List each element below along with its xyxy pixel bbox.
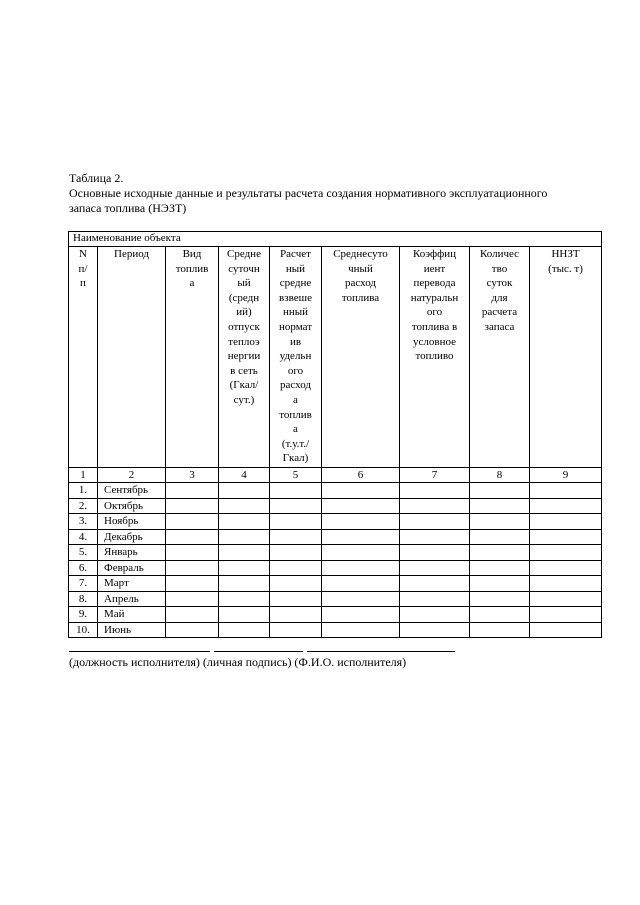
column-header-line: Вид	[182, 248, 202, 260]
empty-cell	[166, 560, 219, 576]
header-row	[69, 247, 602, 468]
position-line	[69, 651, 210, 652]
empty-cell	[219, 622, 270, 638]
row-period: Апрель	[98, 591, 166, 607]
column-header-line: п/	[78, 262, 88, 275]
column-header-line: ый	[237, 277, 251, 290]
empty-cell	[270, 483, 322, 499]
empty-cell	[530, 607, 602, 623]
empty-cell	[166, 591, 219, 607]
empty-cell	[400, 483, 470, 499]
row-number: 7.	[69, 576, 98, 592]
empty-cell	[219, 529, 270, 545]
empty-cell	[270, 560, 322, 576]
empty-cell	[400, 529, 470, 545]
column-header-line: N	[79, 248, 87, 260]
empty-cell	[400, 498, 470, 514]
empty-cell	[166, 576, 219, 592]
column-header-line: Коэффиц	[412, 248, 457, 260]
empty-cell	[322, 591, 400, 607]
column-header-line: топлива в	[411, 320, 458, 333]
empty-cell	[219, 483, 270, 499]
empty-cell	[530, 560, 602, 576]
column-number: 7	[400, 468, 470, 483]
column-header-line: расчета	[481, 306, 518, 319]
empty-cell	[322, 529, 400, 545]
empty-cell	[400, 576, 470, 592]
row-period: Октябрь	[98, 498, 166, 514]
empty-cell	[219, 560, 270, 576]
column-header-line: ого	[287, 364, 304, 377]
row-number: 9.	[69, 607, 98, 623]
column-number: 4	[219, 468, 270, 483]
empty-cell	[219, 576, 270, 592]
row-number: 5.	[69, 545, 98, 561]
row-period: Февраль	[98, 560, 166, 576]
row-period: Сентябрь	[98, 483, 166, 499]
column-header-line: Расчет	[280, 248, 311, 260]
empty-cell	[530, 622, 602, 638]
column-header-line: теплоэ	[228, 335, 260, 348]
empty-cell	[166, 529, 219, 545]
column-header-line: п	[80, 277, 86, 290]
table-row	[69, 591, 602, 607]
table-title-line-1: Основные исходные данные и результаты расчета создания нормативного эксплуатационного	[69, 186, 548, 200]
column-header-3	[166, 247, 219, 468]
empty-cell	[400, 622, 470, 638]
column-header-line: условное	[413, 335, 456, 348]
empty-cell	[470, 514, 530, 530]
column-header-5	[270, 247, 322, 468]
empty-cell	[530, 576, 602, 592]
column-header-line: ННЗТ	[551, 248, 580, 260]
empty-cell	[219, 591, 270, 607]
empty-cell	[322, 545, 400, 561]
empty-cell	[166, 483, 219, 499]
empty-cell	[400, 607, 470, 623]
column-header-line: в сеть	[230, 364, 258, 377]
empty-cell	[166, 514, 219, 530]
empty-cell	[270, 514, 322, 530]
empty-cell	[530, 483, 602, 499]
column-header-line: расход	[280, 379, 311, 392]
row-number: 1.	[69, 483, 98, 499]
table-row	[69, 576, 602, 592]
column-header-line: чный	[348, 262, 373, 275]
column-header-line: Гкал)	[282, 452, 309, 465]
column-header-line: а	[189, 277, 195, 290]
row-period: Январь	[98, 545, 166, 561]
row-period: Декабрь	[98, 529, 166, 545]
empty-cell	[470, 483, 530, 499]
empty-cell	[530, 591, 602, 607]
empty-cell	[400, 514, 470, 530]
column-header-line: Средне	[227, 248, 261, 260]
signature-caption: (должность исполнителя) (личная подпись) (Ф.И.О. исполнителя)	[69, 655, 407, 669]
fuel-reserve-table	[68, 231, 602, 638]
column-number: 2	[98, 468, 166, 483]
empty-cell	[322, 576, 400, 592]
table-row	[69, 560, 602, 576]
empty-cell	[470, 545, 530, 561]
row-number: 3.	[69, 514, 98, 530]
empty-cell	[270, 576, 322, 592]
empty-cell	[219, 498, 270, 514]
row-number: 4.	[69, 529, 98, 545]
empty-cell	[470, 498, 530, 514]
empty-cell	[322, 560, 400, 576]
table-title-line-2: запаса топлива (НЭЗТ)	[69, 201, 187, 215]
column-header-line: нормат	[278, 320, 312, 333]
empty-cell	[270, 591, 322, 607]
empty-cell	[470, 576, 530, 592]
empty-cell	[322, 483, 400, 499]
column-header-line: удельн	[279, 350, 312, 363]
column-header-line: взвеше	[279, 291, 312, 304]
column-header-line: а	[293, 393, 298, 406]
column-header-4	[219, 247, 270, 468]
column-number: 3	[166, 468, 219, 483]
column-header-line: перевода	[413, 277, 456, 290]
empty-cell	[530, 498, 602, 514]
row-number: 10.	[69, 622, 98, 638]
column-header-line: средне	[279, 277, 312, 290]
table-caption	[69, 171, 609, 216]
column-header-line: суток	[486, 277, 513, 290]
column-header-line: Количес	[479, 248, 520, 260]
row-number: 8.	[69, 591, 98, 607]
full-name-line	[307, 651, 455, 652]
empty-cell	[166, 607, 219, 623]
column-header-6	[322, 247, 400, 468]
empty-cell	[470, 560, 530, 576]
empty-cell	[322, 607, 400, 623]
empty-cell	[530, 545, 602, 561]
empty-cell	[322, 498, 400, 514]
column-header-line: Среднесуто	[333, 248, 388, 260]
table-row	[69, 622, 602, 638]
table-row	[69, 607, 602, 623]
column-header-line: для	[491, 291, 508, 304]
column-number: 5	[270, 468, 322, 483]
empty-cell	[470, 607, 530, 623]
table-number: Таблица 2.	[69, 171, 124, 185]
empty-cell	[219, 607, 270, 623]
empty-cell	[470, 622, 530, 638]
column-header-7	[400, 247, 470, 468]
empty-cell	[322, 514, 400, 530]
column-header-1	[69, 247, 98, 468]
empty-cell	[219, 545, 270, 561]
empty-cell	[270, 545, 322, 561]
column-header-line: сут.)	[233, 393, 255, 406]
column-header-line: отпуск	[228, 320, 260, 333]
table-row	[69, 545, 602, 561]
empty-cell	[270, 529, 322, 545]
empty-cell	[322, 622, 400, 638]
column-header-line: запаса	[484, 320, 515, 333]
empty-cell	[400, 591, 470, 607]
column-header-line: ный	[285, 262, 306, 275]
column-number: 6	[322, 468, 400, 483]
empty-cell	[470, 591, 530, 607]
column-header-line: топливо	[415, 350, 454, 363]
empty-cell	[219, 514, 270, 530]
column-header-line: а	[293, 423, 298, 436]
column-header-line: тво	[491, 262, 508, 275]
column-number: 8	[470, 468, 530, 483]
empty-cell	[166, 498, 219, 514]
column-header-line: нергии	[227, 350, 261, 363]
column-header-line: (Гкал/	[229, 379, 259, 392]
column-header-line: (тыс. т)	[548, 262, 583, 275]
empty-cell	[530, 529, 602, 545]
column-header-line: (средн	[228, 291, 260, 304]
table-row	[69, 498, 602, 514]
column-header-line: топлив	[175, 262, 209, 275]
column-header-line: (т.у.т./	[281, 437, 310, 450]
column-number: 9	[530, 468, 602, 483]
column-number: 1	[69, 468, 98, 483]
column-header-8	[470, 247, 530, 468]
empty-cell	[400, 545, 470, 561]
column-header-line: Период	[114, 248, 149, 260]
empty-cell	[166, 622, 219, 638]
row-period: Май	[98, 607, 166, 623]
column-header-line: расход	[345, 277, 376, 290]
empty-cell	[270, 498, 322, 514]
row-period: Март	[98, 576, 166, 592]
column-header-line: топлив	[279, 408, 312, 421]
row-number: 2.	[69, 498, 98, 514]
empty-cell	[530, 514, 602, 530]
column-header-line: ого	[426, 306, 443, 319]
column-number-row	[69, 468, 602, 483]
column-header-line: ив	[289, 335, 302, 348]
column-header-line: иент	[423, 262, 446, 275]
table-row	[69, 483, 602, 499]
empty-cell	[270, 622, 322, 638]
row-number: 6.	[69, 560, 98, 576]
table-body	[69, 483, 602, 638]
column-header-line: ий)	[236, 306, 252, 319]
object-name-cell: Наименование объекта	[69, 232, 602, 247]
empty-cell	[470, 529, 530, 545]
column-header-9	[530, 247, 602, 468]
row-period: Июнь	[98, 622, 166, 638]
empty-cell	[270, 607, 322, 623]
column-header-line: топлива	[341, 291, 380, 304]
row-period: Ноябрь	[98, 514, 166, 530]
column-header-line: нный	[282, 306, 309, 319]
signature-line	[214, 651, 303, 652]
empty-cell	[166, 545, 219, 561]
column-header-2	[98, 247, 166, 468]
column-header-line: суточн	[228, 262, 260, 275]
column-header-line: натуральн	[410, 291, 459, 304]
table-row	[69, 529, 602, 545]
table-row	[69, 514, 602, 530]
empty-cell	[400, 560, 470, 576]
